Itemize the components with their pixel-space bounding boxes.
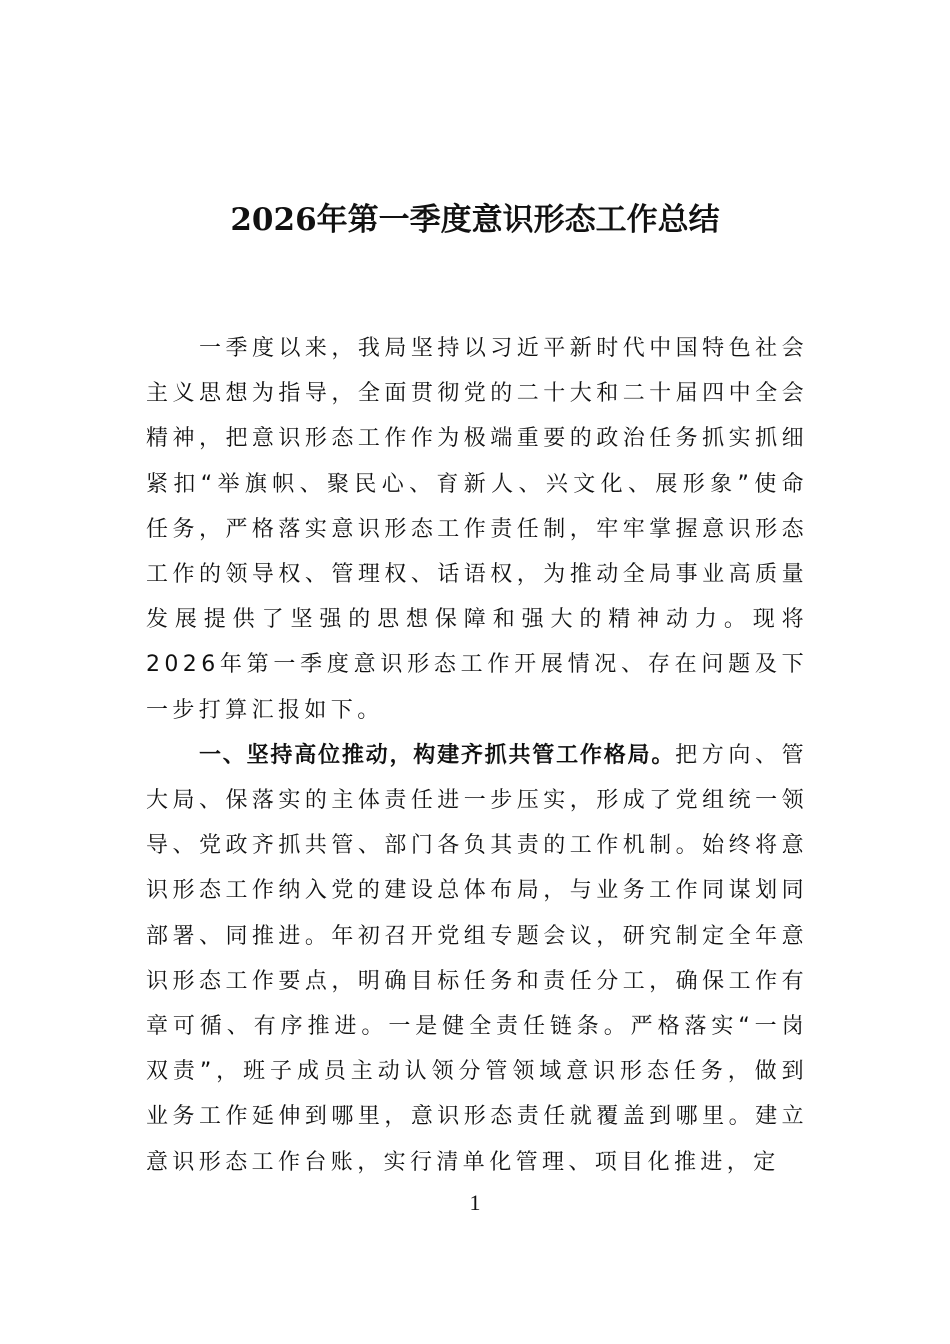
paragraph-section-one [146, 733, 808, 1185]
section-one-heading: 一、坚持高位推动，构建齐抓共管工作格局。 [199, 742, 676, 768]
paragraph-intro [146, 326, 808, 733]
page-number: 1 [469, 1190, 481, 1215]
document-title: 2026年第一季度意识形态工作总结 [230, 202, 720, 238]
paragraph-intro-text: 一季度以来，我局坚持以习近平新时代中国特色社会主义思想为指导，全面贯彻党的二十大和二十届四中全会精神，把意识形态工作作为极端重要的政治任务抓实抓细紧扣“举旗帜、聚民心、育新人、兴文化、展形象”使命任务，严格落实意识形态工作责任制，牢牢掌握意识形态工作的领导权、管理权、话语权，为推动全局事业高质量发展提供了坚强的思想保障和强大的精神动力。现将2026年第一季度意识形态工作开展情况、存在问题及下一步打算汇报如下。 [146, 336, 808, 723]
document-body [146, 326, 808, 1185]
section-one-text: 把方向、管大局、保落实的主体责任进一步压实，形成了党组统一领导、党政齐抓共管、部门各负其责的工作机制。始终将意识形态工作纳入党的建设总体布局，与业务工作同谋划同部署、同推进。年初召开党组专题会议，研究制定全年意识形态工作要点，明确目标任务和责任分工，确保工作有章可循、有序推进。一是健全责任链条。严格落实“一岗双责”，班子成员主动认领分管领域意识形态任务，做到业务工作延伸到哪里，意识形态责任就覆盖到哪里。建立意识形态工作台账，实行清单化管理、项目化推进，定 [146, 742, 808, 1175]
